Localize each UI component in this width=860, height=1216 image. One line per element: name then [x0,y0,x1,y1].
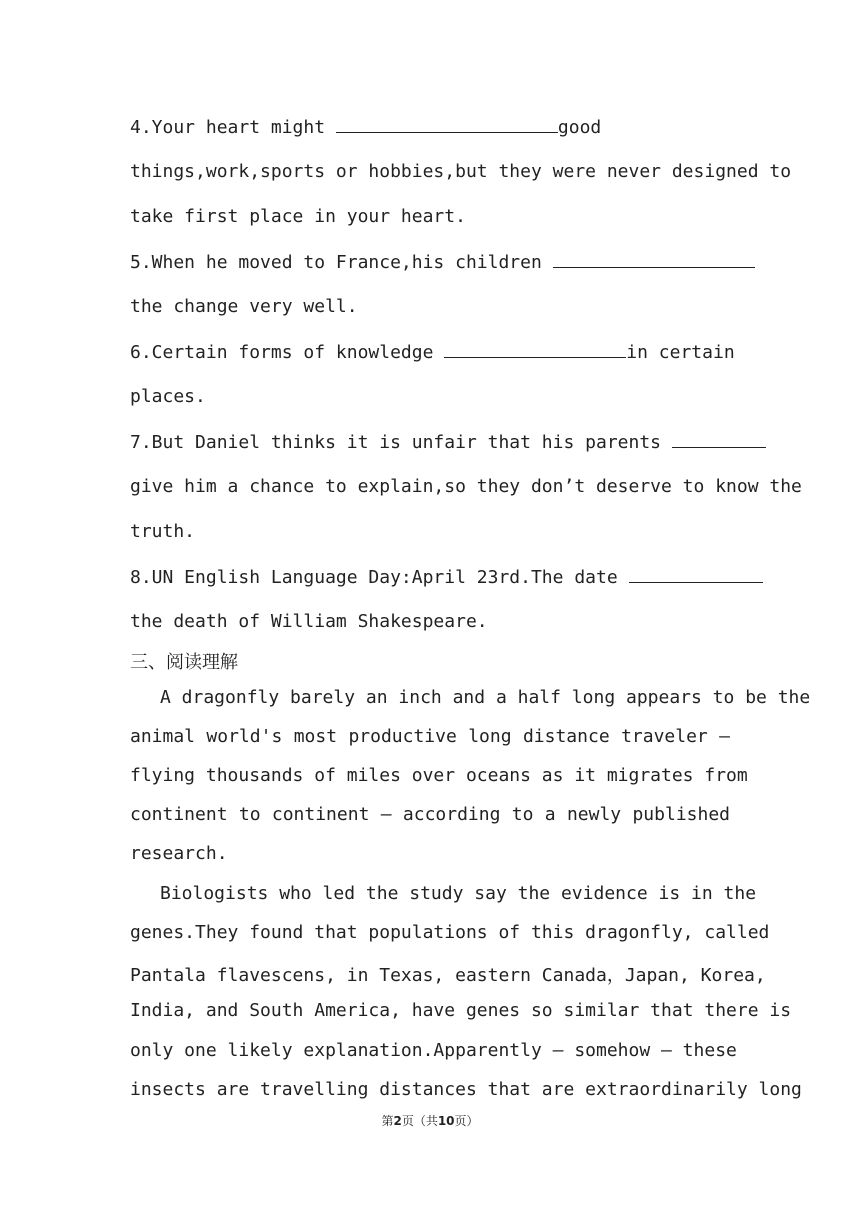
question-4-after: good [557,117,602,138]
question-8-text: 8.UN English Language Day:April 23rd.The date [130,567,629,588]
page-footer [0,1112,860,1129]
passage-p1-line-5: research. [130,843,228,864]
footer-prefix: 第 [381,1114,394,1128]
question-4-text: 4.Your heart might [130,117,336,138]
passage-p1-line-1: A dragonfly barely an inch and a half long appears to be the [160,687,811,708]
question-6-text: 6.Certain forms of knowledge [130,342,445,363]
question-6-blank [444,341,626,358]
question-8-blank [629,566,763,583]
footer-suffix: 页） [454,1114,479,1128]
question-6-cont-1: places. [130,386,206,407]
passage-p2-line-5: only one likely explanation.Apparently — somehow — these [130,1040,737,1061]
question-8 [130,566,730,588]
footer-page-number: 2 [393,1114,402,1128]
question-4-cont-2: take first place in your heart. [130,206,466,227]
question-5-text: 5.When he moved to France,his children [130,252,553,273]
question-7-blank [672,431,766,448]
question-4 [130,116,730,138]
question-7 [130,431,730,453]
passage-p2-line-3: Pantala flavescens, in Texas, eastern Canada，Japan, Korea, [130,965,766,986]
question-5 [130,251,730,273]
question-6 [130,341,735,363]
passage-p1-line-4: continent to continent — according to a newly published [130,804,730,825]
passage-p2-line-2: genes.They found that populations of this dragonfly, called [130,922,770,943]
passage-p2-line-6: insects are travelling distances that are extraordinarily long [130,1079,802,1100]
footer-mid: 页（共 [401,1114,438,1128]
passage-p1-line-2: animal world's most productive long distance traveler — [130,726,730,747]
question-5-blank [553,251,755,268]
footer-total-pages: 10 [437,1114,455,1128]
question-7-cont-1: give him a chance to explain,so they don’t deserve to know the [130,476,802,497]
passage-p2-line-1: Biologists who led the study say the evidence is in the [160,883,757,904]
section-heading: 三、阅读理解 [130,652,238,673]
question-6-after: in certain [626,342,735,363]
question-5-cont-1: the change very well. [130,296,358,317]
question-4-cont-1: things,work,sports or hobbies,but they were never designed to [130,161,792,182]
question-8-cont-1: the death of William Shakespeare. [130,611,488,632]
question-7-cont-2: truth. [130,521,196,542]
passage-p2-line-4: India, and South America, have genes so similar that there is [130,1000,792,1021]
question-4-blank [336,116,558,133]
question-7-text: 7.But Daniel thinks it is unfair that his parents [130,432,672,453]
passage-p1-line-3: flying thousands of miles over oceans as it migrates from [130,765,748,786]
